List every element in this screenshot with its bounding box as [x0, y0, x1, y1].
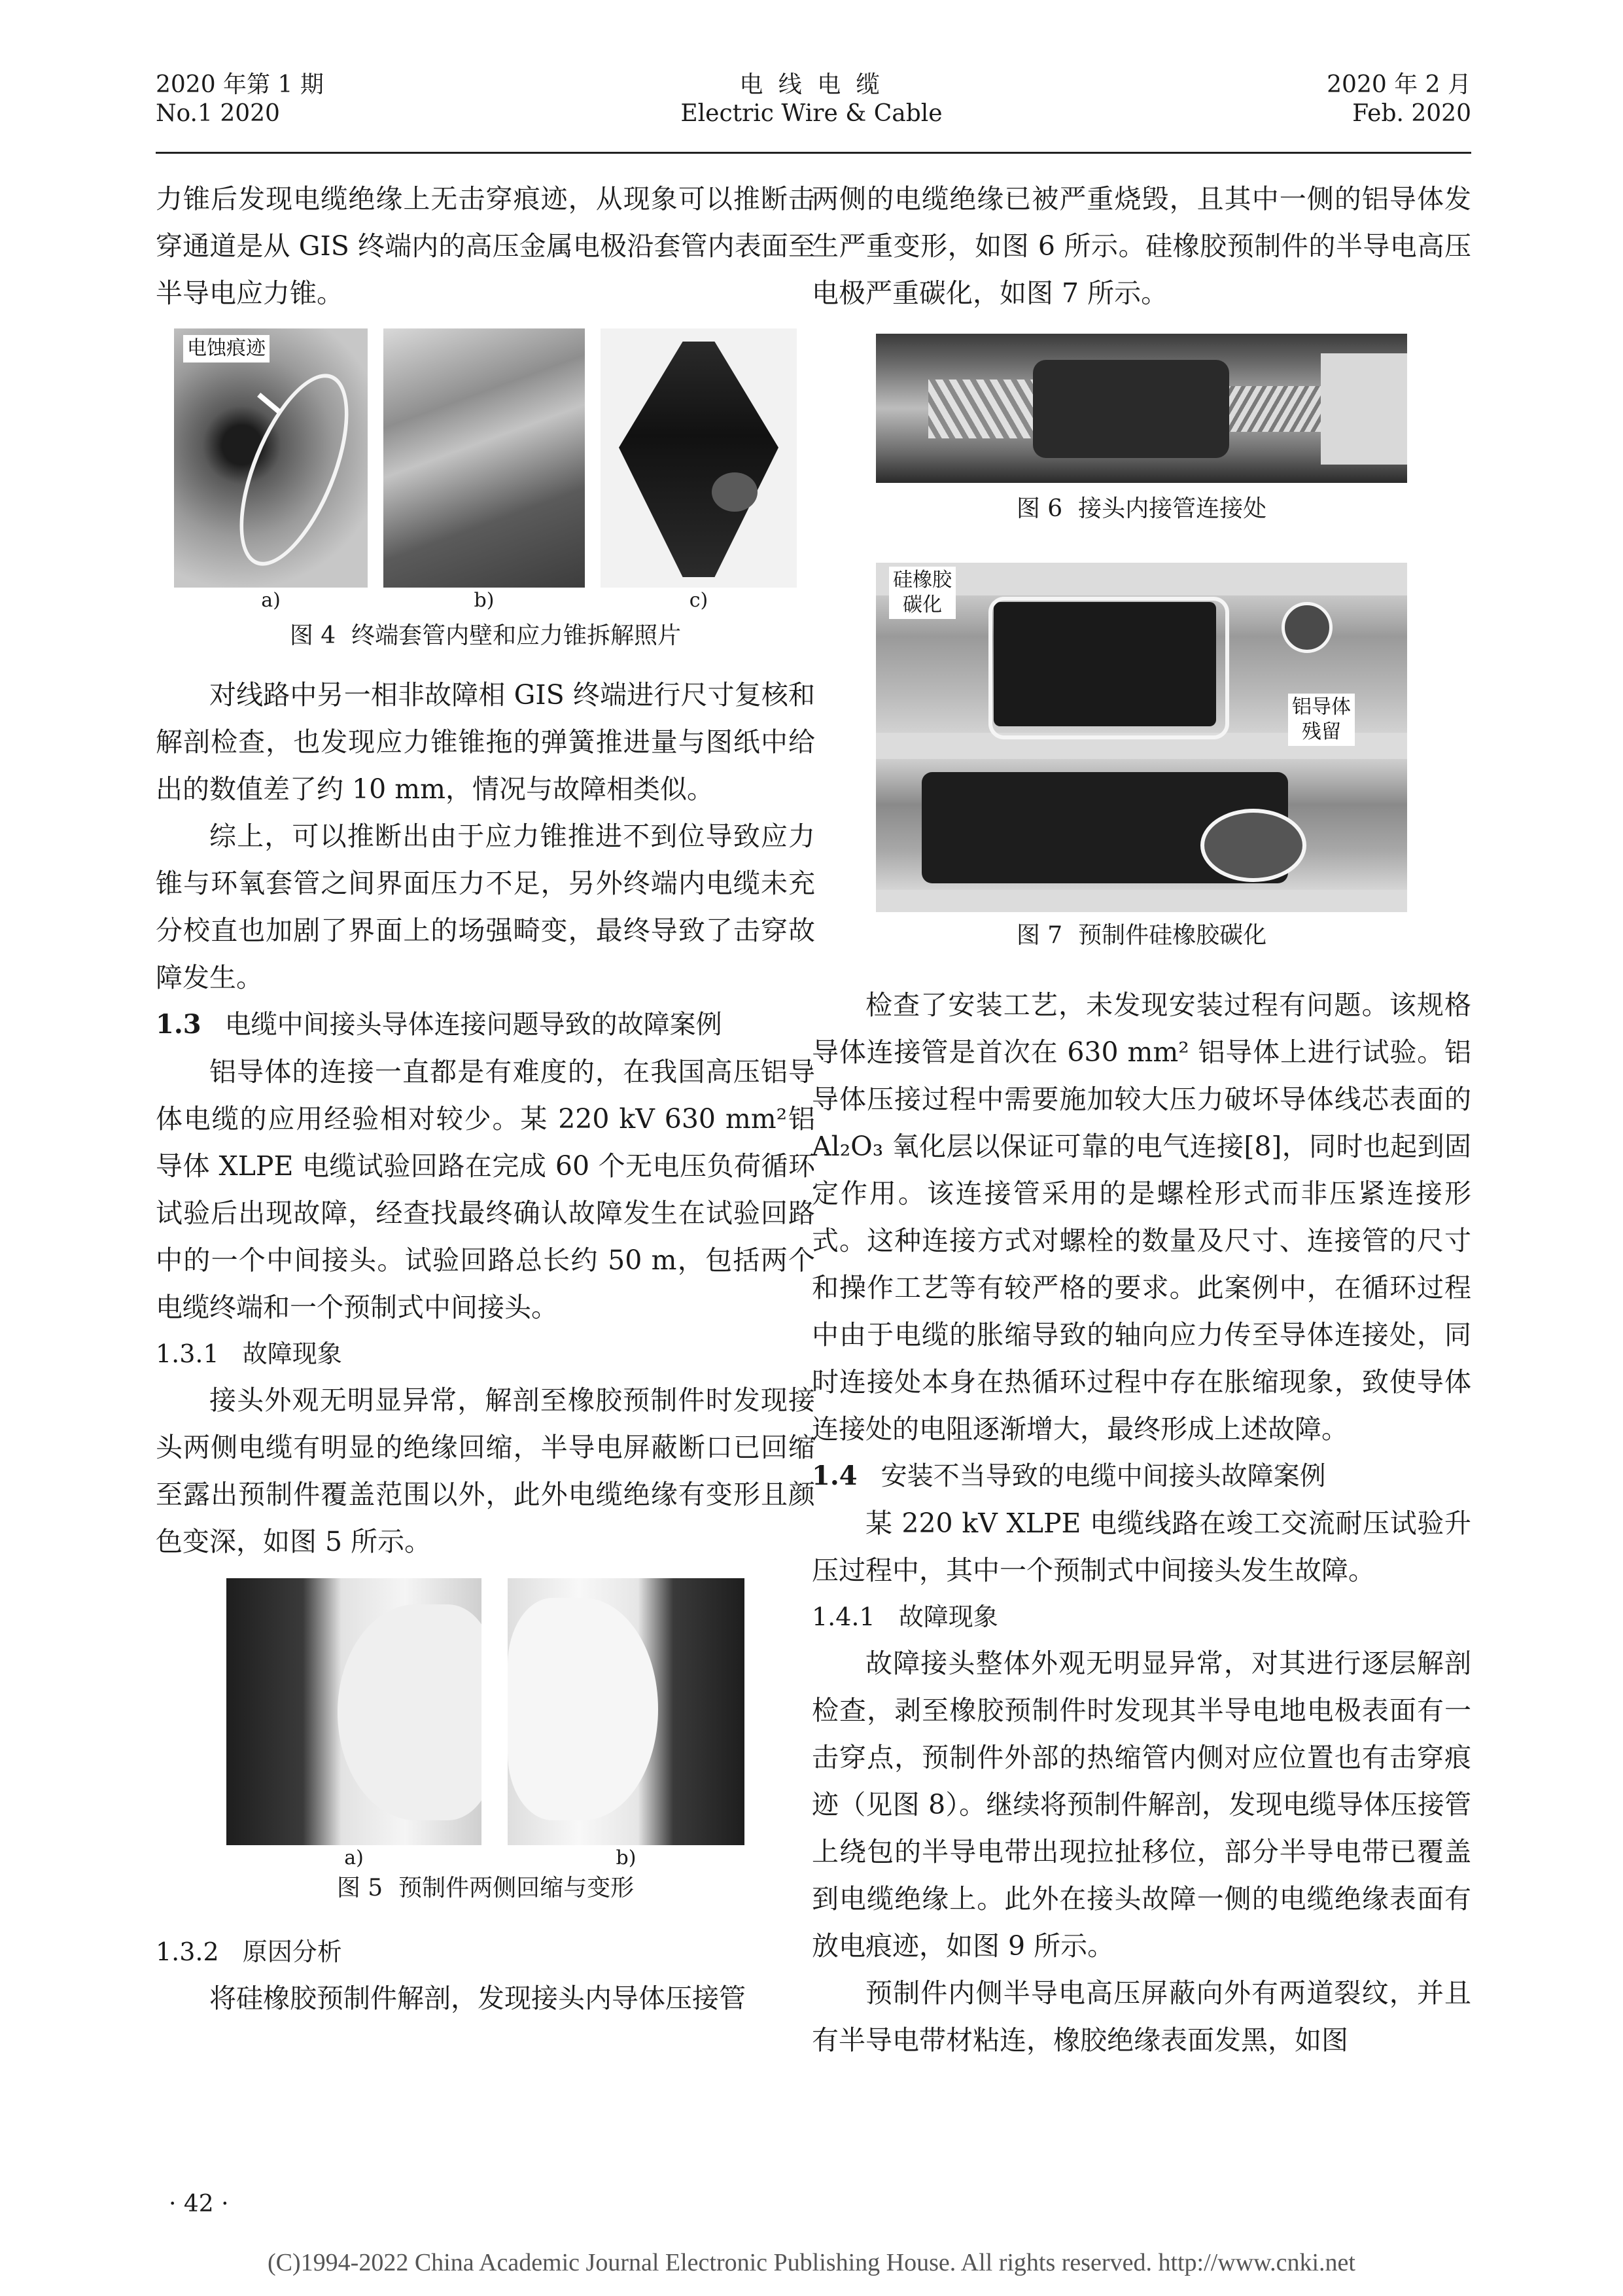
- figure-title: 接头内接管连接处: [1078, 495, 1267, 522]
- label-erosion-trace: 电蚀痕迹: [183, 335, 270, 362]
- label-carbonized: 硅橡胶 碳化: [889, 567, 956, 619]
- section-heading-1-3-2: [156, 1929, 815, 1975]
- section-title: 故障现象: [898, 1602, 998, 1631]
- subcaption-a: a): [261, 589, 281, 612]
- section-heading-1-3-1: [156, 1331, 815, 1377]
- section-title: 故障现象: [242, 1339, 342, 1368]
- figure-6: [812, 334, 1471, 526]
- figure-5a: [226, 1578, 481, 1871]
- photo-shrinkback-a: [226, 1578, 481, 1845]
- section-heading-1-4: [812, 1453, 1471, 1500]
- issue-label: 2020 年第 1 期: [156, 71, 324, 98]
- publish-month-en: Feb. 2020: [1352, 100, 1471, 127]
- paragraph: 综上，可以推断出由于应力锥推进不到位导致应力锥与环氧套管之间界面压力不足，另外终端内电缆未充分校直也加剧了界面上的场强畸变，最终导致了击穿故障发生。: [156, 821, 815, 993]
- figure-7: [812, 563, 1471, 953]
- photo-carbonized-rubber: [876, 563, 1407, 912]
- journal-title-en: Electric Wire & Cable: [680, 100, 943, 127]
- figure-5: [156, 1578, 815, 1905]
- header-right: [1327, 71, 1471, 128]
- subcaption-b: b): [616, 1846, 637, 1869]
- photo-connector-sleeve: [876, 334, 1407, 483]
- section-heading-1-4-1: [812, 1594, 1471, 1640]
- section-title: 安装不当导致的电缆中间接头故障案例: [881, 1461, 1326, 1491]
- subcaption-b: b): [474, 589, 495, 612]
- paragraph: 两侧的电缆绝缘已被严重烧毁，且其中一侧的铝导体发生严重变形，如图 6 所示。硅橡胶预制件的半导电高压电极严重碳化，如图 7 所示。: [812, 183, 1471, 309]
- photo-stress-cone-c: [601, 328, 797, 588]
- figure-4c: [601, 328, 797, 614]
- figure-title: 预制件硅橡胶碳化: [1078, 922, 1267, 949]
- figure-4: [156, 328, 815, 653]
- figure-title: 预制件两侧回缩与变形: [398, 1875, 635, 1901]
- page-number: · 42 ·: [169, 2191, 229, 2217]
- figure-number: 图 4: [289, 622, 336, 649]
- left-column: [156, 175, 815, 2022]
- section-number: 1.3: [156, 1009, 201, 1040]
- paragraph: 某 220 kV XLPE 电缆线路在竣工交流耐压试验升压过程中，其中一个预制式中间接头发生故障。: [812, 1508, 1471, 1586]
- paragraph: 故障接头整体外观无明显异常，对其进行逐层解剖检查，剥至橡胶预制件时发现其半导电地电极表面有一击穿点，预制件外部的热缩管内侧对应位置也有击穿痕迹（见图 8）。继续将预制件解剖，发现电缆导体压接管上绕包的半导电带出现拉扯移位，部分半导电带已覆盖到电缆绝缘上。此外在接头故障一侧的电缆绝缘表面有放电痕迹，如图 9 所示。: [812, 1648, 1471, 1962]
- paragraph: 铝导体的连接一直都是有难度的，在我国高压铝导体电缆的应用经验相对较少。某 220 kV 630 mm²铝导体 XLPE 电缆试验回路在完成 60 个无电压负荷循环试验后出现故障，经查找最终确认故障发生在试验回路中的一个中间接头。试验回路总长约 50 m，包括两个电缆终端和一个预制式中间接头。: [156, 1056, 815, 1323]
- section-number: 1.4.1: [812, 1602, 875, 1631]
- header-rule: [156, 152, 1471, 154]
- figure-5-caption: [156, 1871, 815, 1905]
- figure-5b: [508, 1578, 744, 1871]
- photo-stress-cone-b: [383, 328, 585, 588]
- issue-number: No.1 2020: [156, 100, 280, 127]
- section-number: 1.3.2: [156, 1937, 219, 1966]
- subcaption-a: a): [344, 1846, 364, 1869]
- journal-title-cn: 电 线 电 缆: [739, 71, 884, 98]
- figure-number: 图 7: [1016, 922, 1063, 949]
- paragraph: 力锥后发现电缆绝缘上无击穿痕迹，从现象可以推断击穿通道是从 GIS 终端内的高压金属电极沿套管内表面至半导电应力锥。: [156, 183, 815, 309]
- figure-title: 终端套管内壁和应力锥拆解照片: [351, 622, 682, 649]
- paragraph: 对线路中另一相非故障相 GIS 终端进行尺寸复核和解剖检查，也发现应力锥锥拖的弹簧推进量与图纸中给出的数值差了约 10 mm，情况与故障相类似。: [156, 679, 815, 805]
- paragraph: 接头外观无明显异常，解剖至橡胶预制件时发现接头两侧电缆有明显的绝缘回缩，半导电屏蔽断口已回缩至露出预制件覆盖范围以外，此外电缆绝缘有变形且颜色变深，如图 5 所示。: [156, 1385, 815, 1557]
- section-heading-1-3: [156, 1001, 815, 1048]
- figure-7-caption: [812, 919, 1471, 953]
- photo-shrinkback-b: [508, 1578, 744, 1845]
- section-number: 1.4: [812, 1460, 858, 1491]
- section-title: 原因分析: [242, 1937, 342, 1966]
- figure-4b: [383, 328, 585, 614]
- paragraph: 检查了安装工艺，未发现安装过程有问题。该规格导体连接管是首次在 630 mm² 铝导体上进行试验。铝导体压接过程中需要施加较大压力破坏导体线芯表面的 Al₂O₃ 氧化层以保证可靠的电气连接[8]，同时也起到固定作用。该连接管采用的是螺栓形式而非压紧连接形式。这种连接方式对螺栓的数量及尺寸、连接管的尺寸和操作工艺等有较严格的要求。此案例中，在循环过程中由于电缆的胀缩导致的轴向应力传至导体连接处，同时连接处本身在热循环过程中存在胀缩现象，致使导体连接处的电阻逐渐增大，最终形成上述故障。: [812, 989, 1471, 1445]
- subcaption-c: c): [689, 589, 708, 612]
- figure-4-caption: [156, 619, 815, 653]
- figure-number: 图 6: [1016, 495, 1063, 522]
- figure-number: 图 5: [336, 1875, 383, 1901]
- photo-bushing-wall: [174, 328, 368, 588]
- copyright-footer: (C)1994-2022 China Academic Journal Electronic Publishing House. All rights reserved. http://www.cnki.net: [268, 2249, 1355, 2276]
- section-number: 1.3.1: [156, 1339, 219, 1368]
- section-title: 电缆中间接头导体连接问题导致的故障案例: [224, 1010, 722, 1040]
- right-column: [812, 175, 1471, 2064]
- paragraph: 将硅橡胶预制件解剖，发现接头内导体压接管: [209, 1983, 746, 2014]
- label-aluminum-residue: 铝导体 残留: [1288, 694, 1355, 746]
- paragraph: 预制件内侧半导电高压屏蔽向外有两道裂纹，并且有半导电带材粘连，橡胶绝缘表面发黑，如图: [812, 1977, 1471, 2056]
- figure-4a: [174, 328, 368, 614]
- figure-6-caption: [812, 492, 1471, 526]
- publish-month-cn: 2020 年 2 月: [1327, 71, 1471, 98]
